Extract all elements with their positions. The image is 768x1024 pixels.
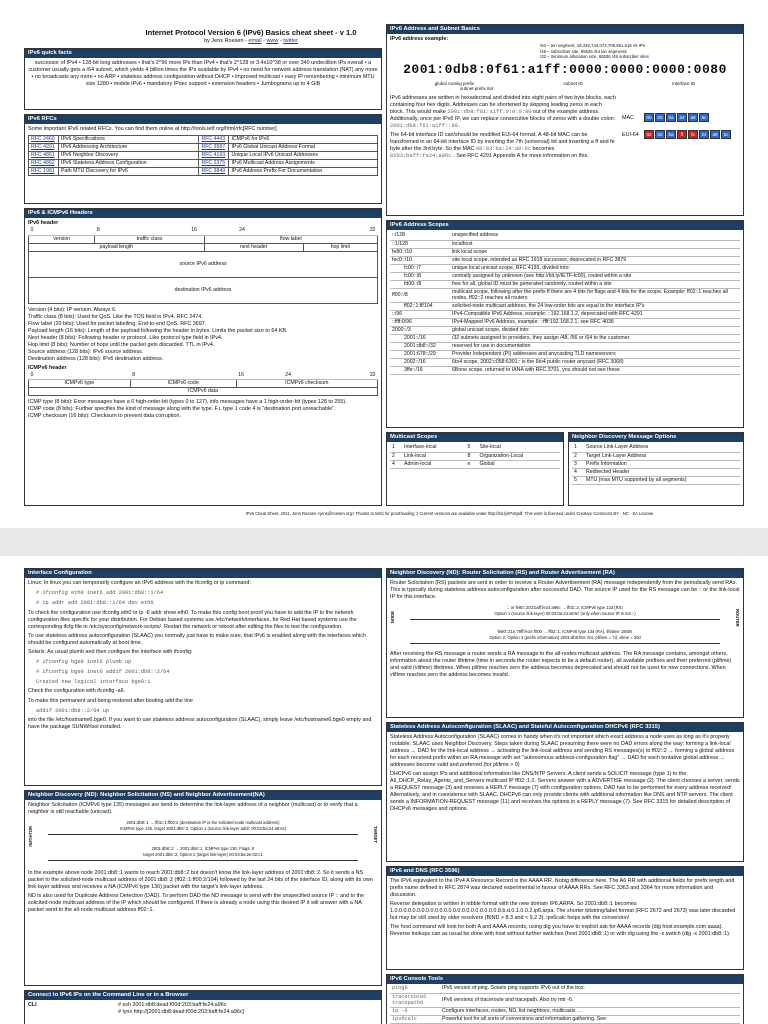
icmp-header-title: ICMPv6 header	[28, 364, 67, 371]
icmp-descriptions	[28, 399, 378, 420]
multicast-scope: Site-local	[477, 444, 560, 452]
rfc-number[interactable]: RFC 2375	[199, 160, 229, 168]
page-two	[0, 556, 768, 1024]
rs-diagram-line-2: Option 1 (source link-layer) 00:03:ba:24:a9:6c (only when source IP is not ::)	[494, 611, 636, 617]
slaac-box	[386, 722, 744, 862]
ssh-command: # ssh 2001:db8:dead:f00d:203:baff:fe24:a96c	[118, 1002, 227, 1008]
initiator-label: INITIATOR	[28, 826, 33, 847]
solaris-cmd-2: # ifconfig bge0 inet6 addif 2001:db8::2/64	[36, 668, 170, 675]
dns-text-2: Reverse delegation is written in nibble format with the new domain IP6.ARPA. So 2001:db8::1 becomes 1.0.0.0.0.0.0.0.0.0.0.0.0.0.0.0.0.0.0.0.0.0.0.0.8.b.d.0.1.0.0.2.ip6.arpa. The shorter bitstring/label format (RFC 2672 and 2673) was later discarded but may be still used by older resolvers (BIND > 8.3 and < 9.2.3). ipv6calc helps with the conversion!	[390, 901, 736, 922]
rfc-number[interactable]: RFC 4862	[29, 160, 59, 168]
eui64-byte: a9	[710, 130, 720, 139]
icmp-field-description: ICMP code (8 bits): Further specifies the kind of message along with the type. F.i. type 1 code 4 is "destination port unreachable".	[28, 406, 336, 413]
scope-description: 6to4 scope, 2002:c058:6301:: is the 6to4 public router anycast (RFC 3068)	[450, 359, 740, 367]
rfc-title: Path MTU Discovery for IPv6	[59, 168, 199, 176]
scope-row	[390, 280, 740, 288]
rfc-table	[28, 135, 378, 176]
console-tools-box	[386, 974, 744, 1024]
scope-prefix: ::1/128	[390, 240, 450, 248]
ipv6-header-table	[28, 227, 378, 304]
multicast-scopes-box	[386, 432, 564, 506]
scope-row	[390, 256, 740, 264]
scope-description: unspecified address	[450, 232, 740, 240]
tool-description: IPv6 version of ping. Solaris ping supports IPv6 out of the box.	[440, 985, 740, 993]
ns-diagram-line-2: ICMPv6 type 135, target 2001:db8::2, Option 1 (source link-layer addr: 00:03:ba:24:a9:6c)	[119, 826, 287, 832]
multicast-row	[390, 452, 560, 460]
nd-option-name: Target Link-Layer Address	[584, 452, 740, 460]
dns-text-1: The IPv6 equivalent to the IPv4 A Resource Record is the AAAA RR. Nobig difference here. The A6 RR with additional fields for prefix length and prefix name defined in RFC 2874 was declared experimental in favour of AAAA RRs. See RFC 3363 and 3364 for more information and discussion.	[390, 878, 735, 899]
rfc-number[interactable]: RFC 4291	[29, 144, 59, 152]
scope-row	[390, 335, 740, 343]
dns-text-3: The host command will look for both A and AAAA records, using dig you have to explicit ask for AAAA records (dig host.example.com aaaa). Reverse lookups can as usual be done with host without further switches (host 2001:db8::1) or with dig using the -x switch (dig -x 2001:db8::1).	[390, 924, 731, 938]
scope-prefix: 2001:db8::/32	[390, 343, 450, 351]
linux-cmd-2: # ip addr add 2001:db8::1/64 dev eth0	[36, 599, 154, 606]
nd-option-row	[572, 468, 740, 476]
scope-row	[390, 272, 740, 280]
tool-row	[390, 1008, 740, 1016]
scope-row	[390, 232, 740, 240]
twitter-link[interactable]: twitter	[283, 37, 298, 44]
eui64-byte: 03	[655, 130, 665, 139]
scope-row	[390, 327, 740, 335]
header-field-description: Next header (8 bits): Following header or protocol. Like protocol type field in IPv4.	[28, 334, 223, 341]
address-part-labels	[390, 81, 740, 87]
scope-prefix: ::/128	[390, 232, 450, 240]
bit-16: 16	[189, 227, 237, 235]
scope-description: reserved for use in documentation	[450, 343, 740, 351]
scope-description: link local scope	[450, 248, 740, 256]
rfc-number[interactable]: RFC 1981	[29, 168, 59, 176]
bit-32: 32	[303, 227, 377, 235]
rfc-row	[29, 160, 378, 168]
rs-ra-diagram	[390, 603, 740, 649]
multicast-scope: Interface-local	[402, 444, 465, 452]
scope-description: centrally assigned by unknown (see http://bit.ly/IETF-fc00), routed within a site	[450, 272, 740, 280]
rfc-title: IPv6 Global Unicast Address Format	[229, 144, 378, 152]
ns-text-2: In the example above node 2001:db8::1 wants to reach 2001:db8::2 but doesn't know the link-layer address of 2001:db8::2. So it sends a NS packet to the solicited-node multicast address of 2001:db8::2 (ff02::1:ff00:2/104) followed by the last 24 bits of the interface ID, along with its own link-layer address and receives a NA (ICMPv6 type 136) packet with the target's link-layer address.	[28, 870, 373, 891]
ns-diagram-line-1: 2001:db8::1 → ff02::1:ff00:2 (destination IP is the solicited-node multicast address)	[126, 820, 280, 826]
rfc-row	[29, 136, 378, 144]
field-icmp-data: ICMPv6 data	[29, 388, 378, 396]
scope-row	[390, 264, 740, 272]
headers-header: IPv6 & ICMPv6 Headers	[25, 209, 381, 218]
scope-prefix: 2002::/16	[390, 359, 450, 367]
na-arrow	[48, 860, 358, 861]
nd-option-code: 2	[572, 452, 584, 460]
field-icmp-type: ICMPv6 type	[29, 380, 131, 388]
rs-text-2: After receiving the RS message a router sends a RA message to the all-nodes multicast address. The RA message contains, amongst others, information about the router lifetime (time in seconds the router expects to be a default router), all available prefixes and their preferred (plifime) and valid (vlifime) lifetimes. When plifime reaches zero the address becomes deprecated and should not be used for new connections. When vlifime reaches zero the address becomes invalid.	[390, 651, 732, 679]
rfc-title: IPv6 Neighbor Discovery	[59, 152, 199, 160]
rfc-number[interactable]: RFC 2460	[29, 136, 59, 144]
rfc-number[interactable]: RFC 4861	[29, 152, 59, 160]
address-example-label: IPv6 address example:	[390, 36, 449, 42]
eui64-label: EUI-64	[622, 132, 639, 139]
ra-arrow	[410, 643, 720, 644]
nd-options-header: Neighbor Discovery Message Options	[569, 433, 743, 442]
target-label: TARGET	[373, 826, 378, 843]
cli-label: CLI	[28, 1002, 37, 1008]
rfc-header: IPv6 RFCs	[25, 115, 381, 124]
address-basics-box	[386, 24, 744, 216]
prefix-annotations	[390, 43, 740, 60]
nd-option-row	[572, 476, 740, 484]
mac-byte: ba	[666, 113, 676, 122]
scope-description: Provider Independent (PI) addresses and anycasting TLD nameservers	[450, 351, 740, 359]
footer-note: IPv6 Cheat Sheet, 2011, Jens Roesen <jens@roesen.org> Thanks to MiGi for proofreading :) Current versions are available under http://bit.ly/IPv6pdf. This work is licensed under Creative Commons BY - NC - SA License.	[245, 511, 655, 516]
dhcpv6-text: DHCPv6 can assign IPs and additional information like DNS/NTP Servers. A client sends a SOLICIT message (type 1) to the All_DHCP_Relay_Agents_and_Servers multicast IP ff02::1:2. Servers answer with a ADVERTISE message (2). The client chooses a server, sends a REQUEST message (3) and receives a REPLY message (7) with configuration options. DAD has to be performed for every address received! Alternatively, and in coexistence with SLAAC, DHCPv6 can only provide clients with additional information like DNS and NTP servers. The client sends a INFORMATION-REQUEST message (11) and receives the options in a REPLY message (7). See RFC 3315 for detailed description of DHCPv6 messages and options.	[390, 771, 740, 813]
linux-text-3: To use stateless address autoconfiguration (SLAAC) you normally just have to make sure, that IPv6 is enabled along with the interfaces which should be configured automatically at boot time.	[28, 632, 366, 646]
multicast-code: 1	[390, 444, 402, 452]
rfc-intro: Some important IPv6 related RFCs. You can find them online at http://tools.ietf.org/html/rfc[RFC number]	[28, 126, 277, 132]
header-field-description: Hop limit (8 bits): Number of hops until the packet gets discarded. TTL in IPv4.	[28, 341, 215, 348]
header-field-description: Traffic class (8 bits): Used for QoS. Like the TOS field in IPv4. RFC 2474.	[28, 313, 203, 320]
mac-byte: 00	[644, 113, 654, 122]
bit-0: 0	[29, 227, 95, 235]
multicast-row	[390, 460, 560, 468]
scope-description: global unicast scope, divided into:	[450, 327, 740, 335]
header-field-description: Payload length (16 bits): Length of the payload following the header in bytes. Limits the packet size to 64 KB.	[28, 327, 288, 334]
console-tools-header: IPv6 Console Tools	[387, 975, 743, 984]
scope-row	[390, 248, 740, 256]
multicast-code: 8	[465, 452, 477, 460]
tool-name: ping6	[390, 985, 440, 993]
router-label: ROUTER	[735, 609, 740, 627]
nd-option-name: Prefix Information	[584, 460, 740, 468]
multicast-code: 2	[390, 452, 402, 460]
solaris-permanent: To make this permanent and being restored after booting add the line	[28, 697, 193, 704]
solaris-hostname-text: into the file /etc/hostname6.bge0. If you want to use stateless address autoconfiguration (SLAAC), simply leave /etc/hostname6.bge0 empty and have the package SUNWrtsol installed.	[28, 717, 372, 731]
multicast-row	[390, 444, 560, 452]
slaac-text: Stateless Address Autoconfiguration (SLAAC) comes in handy when it's not important which exact address a node uses as long as it's properly routable. SLAAC uses Neighbor Discovery. Steps taken during SLAAC presuming there were no DAD errors along the way: forming a link-local address → DAD for the link-local address → activating the link-local address and sending RS messages(s) to ff02::2 → forming a global address for each received prefix within an RA message with set "autonomous address-configuration flag" → DAD for each tentative global address → addresses become valid and preferred (for plifime > 0)	[390, 734, 735, 769]
nd-options-table	[572, 444, 740, 485]
connect-box	[24, 990, 382, 1024]
solaris-cmd-1: # ifconfig bge0 inet6 plumb up	[36, 658, 132, 665]
address-text-2d: 0203:baff:fe24:a96c.	[390, 153, 455, 160]
ipv6-header-title: IPv6 header	[28, 220, 59, 226]
eui64-byte: fe	[688, 130, 698, 139]
rfc-title: IPv6 Multicast Address Assignments	[229, 160, 378, 168]
multicast-code: 5	[465, 444, 477, 452]
address-text-1a: IPv6 addresses are written in hexadecimal and divided into eight pairs of two byte blocks, each containing four hex digits. Addresses can be shortened by skipping leading zeros in each block. This would make	[390, 95, 616, 116]
address-text-1b: out of the example address. Additionally, once per IPv6 IP, we can replace consecutive blocks of zeros with a double colon:	[390, 109, 616, 123]
scope-prefix: ff00::/8	[390, 288, 450, 303]
address-text-2b: becomes	[532, 146, 555, 153]
address-text-1	[390, 95, 616, 130]
scope-description: /32 subnets assigned to providers, they assign /48, /56 or /64 to the customer	[450, 335, 740, 343]
scope-row	[390, 343, 740, 351]
rfc-title: IPv6 Address Prefix For Documentation	[229, 168, 378, 176]
rfc-title: ICMPv6 for IPv6	[229, 136, 378, 144]
interface-id-label: interface ID	[672, 80, 696, 86]
rfc-number[interactable]: RFC 3587	[199, 144, 229, 152]
scope-prefix: fc00::/7	[390, 264, 450, 272]
interface-config-header: Interface Configuration	[25, 569, 381, 578]
nd-option-code: 5	[572, 476, 584, 484]
icmp-bit-24: 24	[283, 372, 330, 380]
tool-row	[390, 993, 740, 1008]
icmp-header-table	[28, 372, 378, 397]
rfc-title: IPv6 Addressing Architecture	[59, 144, 199, 152]
nd-option-row	[572, 444, 740, 452]
tool-description: IPv6 versions of traceroute and tracepath. Also try mtr -6.	[440, 993, 740, 1008]
eui64-byte: 6c	[721, 130, 731, 139]
mac-label: MAC	[622, 115, 634, 122]
scope-prefix: fe80::/10	[390, 248, 450, 256]
eui64-byte: ba	[666, 130, 676, 139]
scope-description: localhost	[450, 240, 740, 248]
icmp-field-description: ICMP type (8 bits): Error messages have a 0 high-order-bit (types 0 to 127), info messages have a 1 high-order-bit (types 128 to 255).	[28, 399, 347, 406]
field-hop-limit: hop limit	[303, 243, 377, 251]
icmp-bit-16: 16	[236, 372, 283, 380]
multicast-scope: Admin-local	[402, 460, 465, 468]
tool-row	[390, 985, 740, 993]
solaris-cmd-3: Created new logical interface bge0:1	[36, 678, 151, 685]
nd-option-code: 3	[572, 460, 584, 468]
multicast-code: 4	[390, 460, 402, 468]
rs-text-1: Router Solicitation (RS) packets are sent in order to receive a Router Advertisement (RA) message independently from the periodically send RAs. This is typically during stateless address autoconfiguration after successful DAD. The source IP used for the RS message can be :: or the link-local IP for this interface.	[390, 580, 740, 601]
header-field-description: Destination address (128 bits): IPv6 destination address.	[28, 355, 164, 362]
quick-facts-box	[24, 48, 382, 110]
scope-description: IPv4-Mapped IPv6 Address, example: ::ffff:192.168.2.1, see RFC 4038	[450, 319, 740, 327]
scope-prefix: 2001::/16	[390, 335, 450, 343]
field-icmp-checksum: ICMPv6 checksum	[236, 380, 377, 388]
mac-byte: 6c	[699, 113, 709, 122]
header-descriptions	[28, 307, 378, 363]
annotation-64: /64 – ten segment, 18,446,744,073,709,551,616 v6 IPs	[540, 43, 645, 49]
nd-options-box	[568, 432, 744, 506]
header-field-description: Source address (128 bits): IPv6 source address.	[28, 348, 144, 355]
annotation-32: /32 – minimum allocation size, 65536 /48 subscriber sites	[540, 54, 649, 60]
scope-description: multicast scope, following after the prefix ff there are 4 bits for flags and 4 bits for the scope. Example: ff02::1 reaches all nodes, ff02::2 reaches all routers	[450, 288, 740, 303]
field-traffic-class: traffic class	[95, 235, 204, 243]
header-field-description: Flow label (20 bits): Used for packet labelling. End-to-end QoS. RFC 3697.	[28, 320, 207, 327]
scope-row	[390, 288, 740, 303]
mac-byte: a9	[688, 113, 698, 122]
multicast-scope: Link-local	[402, 452, 465, 460]
ns-na-diagram	[28, 818, 378, 868]
scope-prefix: ::ffff:0/96	[390, 319, 450, 327]
field-flow-label: flow label	[204, 235, 377, 243]
rs-ra-header: Neighbor Discovery (ND): Router Solicitation (RS) and Router Advertisement (RA)	[387, 569, 743, 578]
address-text-2	[390, 132, 616, 160]
tool-row	[390, 1016, 740, 1024]
scope-prefix: 2001:678::/29	[390, 351, 450, 359]
address-text-2c: 00:03:ba:24:a9:6c	[476, 146, 531, 153]
ns-text-3: ND is also used for Duplicate Address Detection (DAD). To perform DAD the ND message is send with the unspecified source IP :: and to the solicited-node multicast address of the IP which should be configured. If there is already a node using this desired IP it will answer with a NA packet send to the all-node multicast address ff02::1.	[28, 893, 364, 914]
interface-config-box	[24, 568, 382, 786]
scopes-header: IPv6 Address Scopes	[387, 221, 743, 230]
sheet-title: Internet Protocol Version 6 (IPv6) Basics cheat sheet - v 1.0	[145, 28, 357, 37]
solaris-check: Check the configuration with ifconfig -a6.	[28, 688, 126, 695]
rfc-title: IPv6 Specifications	[59, 136, 199, 144]
address-basics-header: IPv6 Address and Subnet Basics	[387, 25, 743, 34]
scope-description: site local scope, intended as RFC 1918 successor, deprecated in RFC 3879	[450, 256, 740, 264]
eui64-byte: ff	[677, 130, 687, 139]
byline: by Jens Roesen	[204, 37, 244, 44]
scope-prefix: fc00::/8	[390, 272, 450, 280]
email-link[interactable]: email	[248, 37, 262, 44]
scope-row	[390, 303, 740, 311]
nd-option-name: Redirected Header	[584, 468, 740, 476]
lynx-command: # lynx http://[2001:db8:dead:f00d:203:baff:fe24:a96c]	[118, 1009, 245, 1016]
slaac-header: Stateless Address Autoconfiguration (SLAAC) and Stateful Autoconfiguration DHCPv6 (RFC 3315)	[387, 723, 743, 732]
sheet-title-block: Internet Protocol Version 6 (IPv6) Basics cheat sheet - v 1.0 by Jens Roesen - email - www - twitter	[120, 28, 382, 45]
multicast-code: e	[465, 460, 477, 468]
rfc-row	[29, 168, 378, 176]
icmp-bit-8: 8	[130, 372, 236, 380]
connect-header: Connect to IPv6 IPs on the Command Line or in a Browser	[25, 991, 381, 1000]
tool-name: ip -6	[390, 1008, 440, 1016]
nd-option-code: 4	[572, 468, 584, 476]
quick-facts-header: IPv6 quick facts	[25, 49, 381, 58]
ns-na-header: Neighbor Discovery (ND): Neighbor Solicitation (NS) and Neighbor Advertisement(NA)	[25, 791, 381, 800]
rfc-number[interactable]: RFC 4443	[199, 136, 229, 144]
scope-prefix: 3ffe::/16	[390, 367, 450, 375]
multicast-scopes-table	[390, 444, 560, 469]
bit-24: 24	[237, 227, 303, 235]
field-source-address: source IPv6 address	[29, 251, 378, 277]
eui64-diagram	[622, 95, 740, 162]
scopes-table	[390, 232, 740, 375]
dns-box	[386, 866, 744, 970]
console-tools-table	[390, 985, 740, 1024]
quick-facts-text: successor of IPv4 • 128-bit long addresses • that's 2^96 more IPs than IPv4 • that's 2^128 or 3.4x10^38 or over 340 undecillion IPs overall • a customer usually gets a /64 subnet, which yields 4 billion times the IPs available by IPv4 • no need for network address translation (NAT) any more • no broadcasts any more • no ARP • stateless address configuration without DHCP • improved multicast • easy IP renumbering • minimum MTU size 1280 • mobile IPv6 • mandatory IPsec support • extension headers • Jumbograms up to 4 GiB	[28, 60, 378, 88]
scope-description: unique local unicast scope, RFC 4193, divided into:	[450, 264, 740, 272]
example-address: 2001:0db8:0f61:a1ff:0000:0000:0000:0080	[403, 61, 727, 77]
scope-prefix: ff02::1:ff/104	[390, 303, 450, 311]
ns-na-box	[24, 790, 382, 986]
ns-arrow	[48, 834, 358, 835]
rfc-row	[29, 144, 378, 152]
global-routing-prefix-label: global routing prefix	[434, 80, 475, 86]
nd-option-name: MTU (max MTU supported by all segments)	[584, 476, 740, 484]
multicast-scope: Global	[477, 460, 560, 468]
nd-option-row	[572, 452, 740, 460]
rs-ra-box	[386, 568, 744, 718]
rfc-title: IPv6 Stateless Address Configuration	[59, 160, 199, 168]
address-text-1d: 2001:db8:f61:a1ff::80.	[390, 123, 462, 130]
rs-diagram-line-3: fe80::21e:79ff:fe1e:f000 → ff02::1, ICMPv6 type 134 (RA), lifetime 1800s	[497, 629, 633, 635]
ns-diagram-line-4: target 2001:db8::2, Option 2 (target link-layer) 00:03:ba:2e:02:c1	[143, 852, 263, 858]
rfc-number[interactable]: RFC 4193	[199, 152, 229, 160]
icmp-bit-0: 0	[29, 372, 131, 380]
rs-arrow	[410, 619, 720, 620]
field-next-header: next header	[204, 243, 303, 251]
ns-text-1: Neighbor Solicitation (ICMPv6 type 135) messages are send to determine the link-layer address of a neighbor (multicast) or to verify that a neighbor is still reachable (unicast).	[28, 802, 358, 816]
tool-name: traceroute6 tracepath6	[390, 993, 440, 1008]
dns-header: IPv6 and DNS (RFC 3596)	[387, 867, 743, 876]
scope-description: free for all, global ID must be generated randomly, routed within a site	[450, 280, 740, 288]
rfc-row	[29, 152, 378, 160]
page-gap	[0, 528, 768, 556]
tool-description: Powerful tool for all sorts of conversions and information gathering. See	[440, 1016, 740, 1024]
scope-prefix: fd00::/8	[390, 280, 450, 288]
solaris-addif-line: addif 2001:db8::2/64 up	[36, 707, 110, 714]
scopes-box	[386, 220, 744, 428]
scope-prefix: fec0::/10	[390, 256, 450, 264]
tool-description: Configure interfaces, routes, ND, list neighbors, multicasts ...	[440, 1008, 740, 1016]
mac-byte: 24	[677, 113, 687, 122]
subnet-prefix-label: subnet prefix /64	[460, 86, 494, 92]
scope-prefix: 2000::/3	[390, 327, 450, 335]
scope-row	[390, 359, 740, 367]
headers-box	[24, 208, 382, 506]
subnet-id-label: subnet ID	[563, 80, 583, 86]
rs-diagram-line-1: :: or fe80::203:baff:fe24:a96c → ff02::2, ICMPv6 type 133 (RS)	[507, 605, 623, 611]
ns-diagram-line-3: 2001:db8::2 → 2001:db8::1, ICMPv6 type 136, Flags: S	[151, 846, 255, 852]
scope-description: solicited-node multicast address, the 24 low-order bits are equal to the interface IP's	[450, 303, 740, 311]
nd-option-code: 1	[572, 444, 584, 452]
linux-text-2: To check the configuration use ifconfig eth0 or ip -6 addr show eth0. To make this config boot proof you have to add the IP to the network configuration files specific for your distribution. For Debian based systems use /etc/network/interfaces, for Red Hat based systems use the corresponding ifcfg file in /etc/sysconfig/network-scripts/. Restart the network or reboot after editing the files to test the configuration.	[28, 609, 357, 630]
linux-intro: Linux: In linux you can temporarily configure an IPv6 address with the ifconfig or ip command:	[28, 580, 251, 586]
scope-row	[390, 311, 740, 319]
eui64-byte: 24	[699, 130, 709, 139]
mac-byte: 03	[655, 113, 665, 122]
header-field-description: Version (4 bits): IP version. Always 6.	[28, 306, 117, 313]
field-payload-length: payload length	[29, 243, 205, 251]
linux-cmd-1: # ifconfig eth0 inet6 add 2001:db8::1/64	[36, 590, 164, 597]
scope-row	[390, 240, 740, 248]
scope-description: IPv4-Compatible IPv6 Address, example: ::192.168.1.2, deprecated with RFC 4291	[450, 311, 740, 319]
rs-diagram-line-4: Option 2, Option 3 (prefix information) 2001:db8:f64::/64, plifime = 7d, vlime = 30d	[489, 635, 641, 641]
address-text-2e: See RFC 4291 Appendix A for more information on this.	[456, 153, 589, 160]
rfc-title: Unique Local IPv6 Unicast Addresses	[229, 152, 378, 160]
scope-row	[390, 351, 740, 359]
www-link[interactable]: www	[266, 37, 279, 44]
rfc-box	[24, 114, 382, 204]
nd-option-name: Source Link-Layer Address	[584, 444, 740, 452]
annotation-48: /48 – subscriber site, 65536 /64 lan segments	[540, 48, 627, 54]
field-destination-address: destination IPv6 address	[29, 277, 378, 303]
address-text-1c: 2001:db8:f61:a1ff:0:0:0:80	[447, 109, 532, 116]
eui64-byte: 02	[644, 130, 654, 139]
rfc-number[interactable]: RFC 3849	[199, 168, 229, 176]
solaris-intro: Solaris: As usual plumb and then configure the interface with ifconfig:	[28, 648, 193, 655]
bit-8: 8	[95, 227, 189, 235]
tool-name: ipv6calc	[390, 1016, 440, 1024]
scope-row	[390, 319, 740, 327]
scope-row	[390, 367, 740, 375]
scope-description: 6Bone scope, returned to IANA with RFC 3701, you should not see these	[450, 367, 740, 375]
field-version: version	[29, 235, 95, 243]
field-icmp-code: ICMPv6 code	[130, 380, 236, 388]
scope-prefix: ::/96	[390, 311, 450, 319]
icmp-field-description: ICMP checksum (16 bits): Checksum to prevent data corruption.	[28, 413, 181, 420]
address-text-2a: The 64-bit interface ID can/should be modified EUI-64 format. A 48-bit MAC can be transformed in an 64-bit interface ID by inverting the 7th (universal) bit and inserting a ff and fe byte after the 3rd byte. So the MAC	[390, 132, 615, 153]
multicast-scopes-header: Multicast Scopes	[387, 433, 563, 442]
nd-option-row	[572, 460, 740, 468]
icmp-bit-32: 32	[330, 372, 377, 380]
node-label: NODE	[390, 611, 395, 624]
multicast-scope: Organization-Local	[477, 452, 560, 460]
